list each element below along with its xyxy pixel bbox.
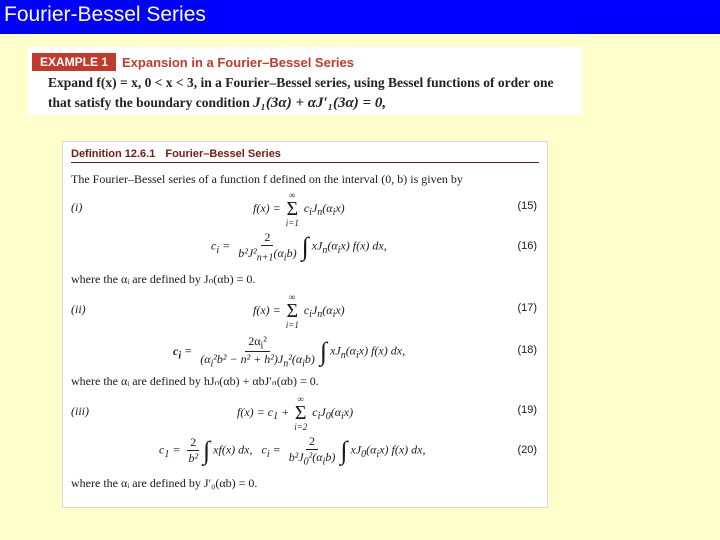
eq-number-18: (18) (517, 344, 537, 356)
case-ii-tag: (ii) (71, 302, 86, 316)
example-line-1: Expand f(x) = x, 0 < x < 3, in a Fourier–Bessel series, using Bessel functions of order one (48, 75, 554, 90)
example-line-2 (48, 93, 574, 113)
definition-label: Definition 12.6.1 (71, 148, 156, 160)
case-iii-where: where the αᵢ are defined by J′₀(αb) = 0. (71, 476, 258, 490)
definition-header (71, 148, 539, 163)
equation-15: f(x) = ∞ Σ i=1 $c_iJ_n(\alpha_ix)$ (253, 190, 345, 228)
equation-20: $c_1$ = $\frac{2}{\text{b²}}$ ∫ xf(x) dx, $c_i$ = $\frac{2}{b^2J_0^2(\alpha_ib)}$ ∫ $xJ_0(\alpha_ix)$ f(x) dx, (159, 434, 426, 468)
eq-number-19: (19) (517, 404, 537, 416)
definition-box (62, 141, 548, 508)
example-badge: EXAMPLE 1 (32, 53, 116, 71)
example-box (28, 47, 582, 115)
eq-number-16: (16) (517, 240, 537, 252)
equation-16: $c_i$ = $\frac{2}{b^2J^2_{n+1}(\alpha_ib)}$ ∫ $xJ_n(\alpha_ix)$ f(x) dx, (211, 230, 387, 264)
eq-number-17: (17) (517, 302, 537, 314)
case-iii-tag: (iii) (71, 404, 89, 418)
example-line-2-text: that satisfy the boundary condition (48, 95, 254, 110)
definition-intro: The Fourier–Bessel series of a function f defined on the interval (0, b) is given by (71, 172, 463, 186)
example-header (32, 53, 574, 71)
case-i-tag: (i) (71, 200, 83, 214)
eq-number-20: (20) (517, 444, 537, 456)
eq-number-15: (15) (517, 200, 537, 212)
case-i-where: where the αᵢ are defined by Jₙ(αb) = 0. (71, 272, 256, 286)
example-statement (32, 73, 574, 113)
equation-18: $c_i$ = $\frac{2\alpha_i^2}{(\alpha_i^2b^2 - n^2 + h^2)J_n^2(\alpha_ib)}$ ∫ $xJ_n(\alpha_ix)$ f(x) dx, (173, 334, 406, 370)
case-ii-where: where the αᵢ are defined by hJₙ(αb) + αbJ′ₙ(αb) = 0. (71, 374, 319, 388)
definition-name: Fourier–Bessel Series (165, 148, 281, 160)
equation-19: $f(x) = c_1$ + ∞ Σ i=2 $c_iJ_0(\alpha_ix)$ (237, 394, 354, 432)
slide-title: Fourier-Bessel Series (0, 0, 720, 34)
example-heading: Expansion in a Fourier–Bessel Series (122, 54, 354, 70)
boundary-condition: J₁(3α) + αJ′₁(3α) = 0, (253, 95, 387, 111)
equation-17: f(x) = ∞ Σ i=1 $c_iJ_n(\alpha_ix)$ (253, 292, 345, 330)
